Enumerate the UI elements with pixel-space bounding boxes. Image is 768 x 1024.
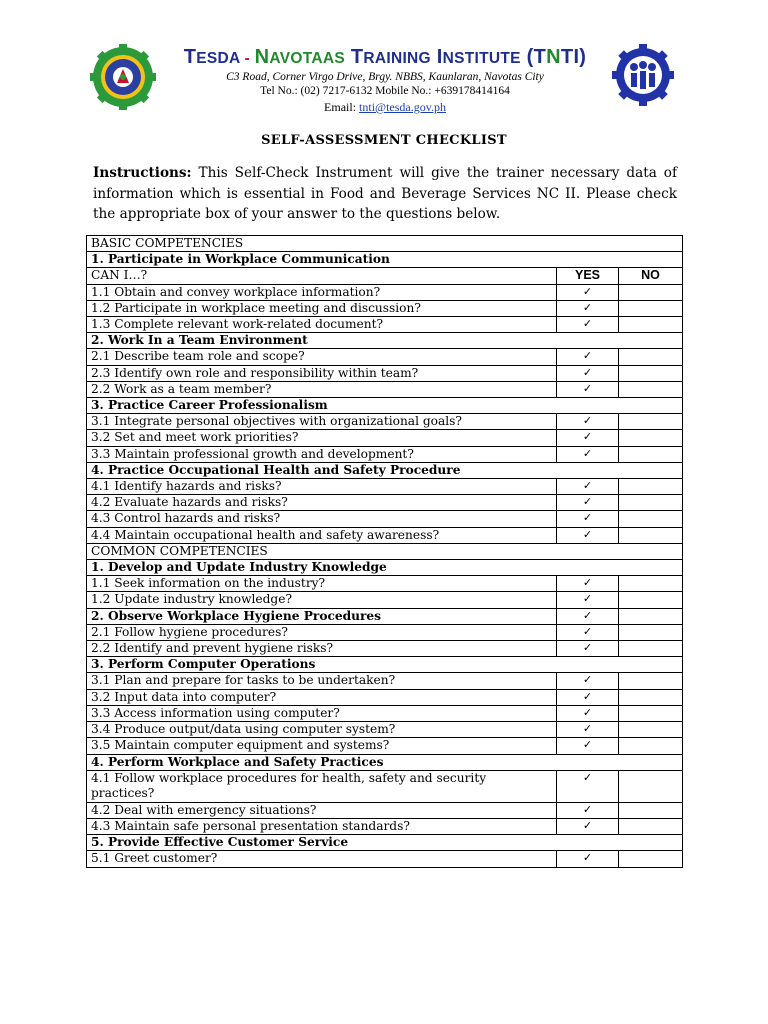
checklist-question: 1.1 Seek information on the industry?	[87, 576, 557, 592]
checkmark-icon: ✓	[582, 430, 593, 444]
checklist-question: 2.3 Identify own role and responsibility within team?	[87, 365, 557, 381]
yes-checkbox[interactable]	[557, 365, 619, 381]
checklist-question: 4.1 Follow workplace procedures for health, safety and security practices?	[87, 770, 557, 802]
checklist-question: 2.1 Follow hygiene procedures?	[87, 624, 557, 640]
unit-heading: 2. Observe Workplace Hygiene Procedures	[87, 608, 557, 624]
title-segment: )	[579, 46, 587, 68]
table-row	[87, 754, 683, 770]
table-row	[87, 689, 683, 705]
no-checkbox[interactable]	[619, 414, 683, 430]
instructions-label: Instructions:	[93, 165, 192, 181]
title-segment: I	[430, 46, 443, 68]
yes-checkbox[interactable]	[557, 608, 619, 624]
checklist-question: 3.1 Integrate personal objectives with organizational goals?	[87, 414, 557, 430]
table-row	[87, 317, 683, 333]
table-row	[87, 673, 683, 689]
no-checkbox[interactable]	[619, 770, 683, 802]
table-row	[87, 657, 683, 673]
table-row	[87, 543, 683, 559]
no-checkbox[interactable]	[619, 722, 683, 738]
table-row	[87, 851, 683, 867]
competency-section-heading: COMMON COMPETENCIES	[87, 543, 683, 559]
no-checkbox[interactable]	[619, 673, 683, 689]
checkmark-icon: ✓	[582, 705, 593, 719]
checklist-question: 4.4 Maintain occupational health and safety awareness?	[87, 527, 557, 543]
no-checkbox[interactable]	[619, 738, 683, 754]
table-row	[87, 349, 683, 365]
no-checkbox[interactable]	[619, 705, 683, 721]
checkmark-icon: ✓	[582, 349, 593, 363]
yes-checkbox[interactable]	[557, 770, 619, 802]
table-row	[87, 738, 683, 754]
institute-title	[160, 46, 610, 69]
table-row	[87, 592, 683, 608]
checkmark-icon: ✓	[582, 608, 593, 622]
no-checkbox[interactable]	[619, 317, 683, 333]
checkmark-icon: ✓	[582, 381, 593, 395]
yes-checkbox[interactable]	[557, 495, 619, 511]
checklist-question: 1.3 Complete relevant work-related document?	[87, 317, 557, 333]
table-row	[87, 641, 683, 657]
yes-checkbox[interactable]	[557, 479, 619, 495]
title-segment: AVOTAAS	[269, 50, 345, 67]
checklist-question: 2.2 Work as a team member?	[87, 381, 557, 397]
question-header: CAN I…?	[87, 268, 557, 284]
checkmark-icon: ✓	[582, 317, 593, 331]
yes-checkbox[interactable]	[557, 705, 619, 721]
no-column-header: NO	[619, 268, 683, 284]
no-checkbox[interactable]	[619, 592, 683, 608]
checklist-question: 3.5 Maintain computer equipment and systems?	[87, 738, 557, 754]
yes-checkbox[interactable]	[557, 738, 619, 754]
checkmark-icon: ✓	[582, 527, 593, 541]
yes-checkbox[interactable]	[557, 722, 619, 738]
table-row	[87, 462, 683, 478]
table-row	[87, 560, 683, 576]
tesda-gear-logo	[612, 44, 674, 106]
checklist-question: 3.4 Produce output/data using computer system?	[87, 722, 557, 738]
yes-checkbox[interactable]	[557, 446, 619, 462]
yes-checkbox[interactable]	[557, 284, 619, 300]
table-row	[87, 398, 683, 414]
no-checkbox[interactable]	[619, 381, 683, 397]
email-label: Email:	[324, 100, 360, 114]
checklist-question: 4.1 Identify hazards and risks?	[87, 479, 557, 495]
table-row	[87, 511, 683, 527]
unit-heading: 1. Develop and Update Industry Knowledge	[87, 560, 683, 576]
title-segment: T	[344, 46, 364, 68]
yes-checkbox[interactable]	[557, 414, 619, 430]
checkmark-icon: ✓	[582, 802, 593, 816]
yes-checkbox[interactable]	[557, 624, 619, 640]
self-assessment-table	[86, 235, 683, 868]
table-row	[87, 252, 683, 268]
checklist-question: 4.3 Maintain safe personal presentation standards?	[87, 818, 557, 834]
checkmark-icon: ✓	[582, 284, 593, 298]
table-row	[87, 495, 683, 511]
title-segment: ESDA	[196, 50, 240, 67]
checklist-question: 3.3 Maintain professional growth and development?	[87, 446, 557, 462]
title-segment: NSTITUTE	[442, 50, 521, 67]
no-checkbox[interactable]	[619, 479, 683, 495]
institute-email-line	[160, 100, 610, 115]
document-title: SELF-ASSESSMENT CHECKLIST	[261, 133, 507, 148]
table-row	[87, 430, 683, 446]
yes-checkbox[interactable]	[557, 641, 619, 657]
checklist-question: 1.2 Participate in workplace meeting and discussion?	[87, 300, 557, 316]
table-row	[87, 608, 683, 624]
unit-heading: 4. Perform Workplace and Safety Practices	[87, 754, 683, 770]
no-checkbox[interactable]	[619, 446, 683, 462]
yes-checkbox[interactable]	[557, 430, 619, 446]
unit-heading: 5. Provide Effective Customer Service	[87, 835, 683, 851]
yes-checkbox[interactable]	[557, 527, 619, 543]
checklist-question: 5.1 Greet customer?	[87, 851, 557, 867]
title-segment: T	[183, 46, 197, 68]
title-segment: N	[254, 46, 270, 68]
checkmark-icon: ✓	[582, 495, 593, 509]
table-row	[87, 268, 683, 284]
checklist-question: 2.1 Describe team role and scope?	[87, 349, 557, 365]
checklist-question: 3.2 Input data into computer?	[87, 689, 557, 705]
instructions-paragraph	[93, 163, 677, 225]
no-checkbox[interactable]	[619, 851, 683, 867]
checklist-question: 4.2 Deal with emergency situations?	[87, 802, 557, 818]
no-checkbox[interactable]	[619, 576, 683, 592]
yes-checkbox[interactable]	[557, 818, 619, 834]
checklist-question: 3.1 Plan and prepare for tasks to be undertaken?	[87, 673, 557, 689]
no-checkbox[interactable]	[619, 365, 683, 381]
checkmark-icon: ✓	[582, 446, 593, 460]
unit-heading: 2. Work In a Team Environment	[87, 333, 683, 349]
email-link[interactable]: tnti@tesda.gov.ph	[359, 100, 446, 114]
table-row	[87, 802, 683, 818]
checklist-question: 4.3 Control hazards and risks?	[87, 511, 557, 527]
title-segment: (	[520, 46, 534, 68]
checkmark-icon: ✓	[582, 365, 593, 379]
checkmark-icon: ✓	[582, 818, 593, 832]
unit-heading: 4. Practice Occupational Health and Safety Procedure	[87, 462, 683, 478]
checkmark-icon: ✓	[582, 624, 593, 638]
table-row	[87, 705, 683, 721]
no-checkbox[interactable]	[619, 349, 683, 365]
checkmark-icon: ✓	[582, 511, 593, 525]
yes-checkbox[interactable]	[557, 576, 619, 592]
table-row	[87, 770, 683, 802]
instructions-text: This Self-Check Instrument will give the trainer necessary data of information which is essential in Food and Beverage Services NC II. Please check the appropriate box of your answer to the questions below.	[93, 165, 677, 222]
checkmark-icon: ✓	[582, 592, 593, 606]
yes-column-header: YES	[557, 268, 619, 284]
unit-heading: 1. Participate in Workplace Communication	[87, 252, 683, 268]
no-checkbox[interactable]	[619, 818, 683, 834]
letterhead	[0, 0, 768, 125]
table-row	[87, 333, 683, 349]
checkmark-icon: ✓	[582, 300, 593, 314]
checkmark-icon: ✓	[582, 738, 593, 752]
table-row	[87, 527, 683, 543]
checkmark-icon: ✓	[582, 576, 593, 590]
table-row	[87, 818, 683, 834]
unit-heading: 3. Perform Computer Operations	[87, 657, 683, 673]
table-row	[87, 284, 683, 300]
table-row	[87, 414, 683, 430]
checkmark-icon: ✓	[582, 770, 593, 784]
table-row	[87, 446, 683, 462]
title-segment: N	[546, 46, 561, 68]
table-row	[87, 365, 683, 381]
checkmark-icon: ✓	[582, 641, 593, 655]
institute-phone: Tel No.: (02) 7217-6132 Mobile No.: +639178414164	[260, 85, 510, 97]
checklist-question: 1.1 Obtain and convey workplace information?	[87, 284, 557, 300]
table-row	[87, 300, 683, 316]
checklist-question: 3.2 Set and meet work priorities?	[87, 430, 557, 446]
table-row	[87, 479, 683, 495]
checklist-question: 2.2 Identify and prevent hygiene risks?	[87, 641, 557, 657]
no-checkbox[interactable]	[619, 495, 683, 511]
no-checkbox[interactable]	[619, 527, 683, 543]
checkmark-icon: ✓	[582, 673, 593, 687]
yes-checkbox[interactable]	[557, 673, 619, 689]
yes-checkbox[interactable]	[557, 317, 619, 333]
table-row	[87, 835, 683, 851]
competency-section-heading: BASIC COMPETENCIES	[87, 236, 683, 252]
no-checkbox[interactable]	[619, 624, 683, 640]
no-checkbox[interactable]	[619, 689, 683, 705]
yes-checkbox[interactable]	[557, 802, 619, 818]
tnti-gear-logo	[90, 44, 156, 110]
yes-checkbox[interactable]	[557, 511, 619, 527]
unit-heading: 3. Practice Career Professionalism	[87, 398, 683, 414]
table-row	[87, 722, 683, 738]
title-segment: -	[239, 50, 255, 67]
checklist-question: 3.3 Access information using computer?	[87, 705, 557, 721]
yes-checkbox[interactable]	[557, 689, 619, 705]
checkmark-icon: ✓	[582, 414, 593, 428]
no-checkbox[interactable]	[619, 511, 683, 527]
yes-checkbox[interactable]	[557, 851, 619, 867]
checkmark-icon: ✓	[582, 851, 593, 865]
no-checkbox[interactable]	[619, 430, 683, 446]
yes-checkbox[interactable]	[557, 592, 619, 608]
yes-checkbox[interactable]	[557, 300, 619, 316]
checkmark-icon: ✓	[582, 689, 593, 703]
institute-address: C3 Road, Corner Virgo Drive, Brgy. NBBS, Kaunlaran, Navotas City	[226, 71, 544, 83]
checkmark-icon: ✓	[582, 722, 593, 736]
no-checkbox[interactable]	[619, 284, 683, 300]
no-checkbox[interactable]	[619, 802, 683, 818]
no-checkbox[interactable]	[619, 608, 683, 624]
table-row	[87, 576, 683, 592]
yes-checkbox[interactable]	[557, 349, 619, 365]
table-row	[87, 381, 683, 397]
no-checkbox[interactable]	[619, 300, 683, 316]
checklist-question: 1.2 Update industry knowledge?	[87, 592, 557, 608]
title-segment: TI	[560, 46, 580, 68]
checkmark-icon: ✓	[582, 479, 593, 493]
checklist-question: 4.2 Evaluate hazards and risks?	[87, 495, 557, 511]
no-checkbox[interactable]	[619, 641, 683, 657]
title-segment: RAINING	[363, 50, 431, 67]
table-row	[87, 624, 683, 640]
title-segment: T	[533, 46, 547, 68]
table-row	[87, 236, 683, 252]
yes-checkbox[interactable]	[557, 381, 619, 397]
